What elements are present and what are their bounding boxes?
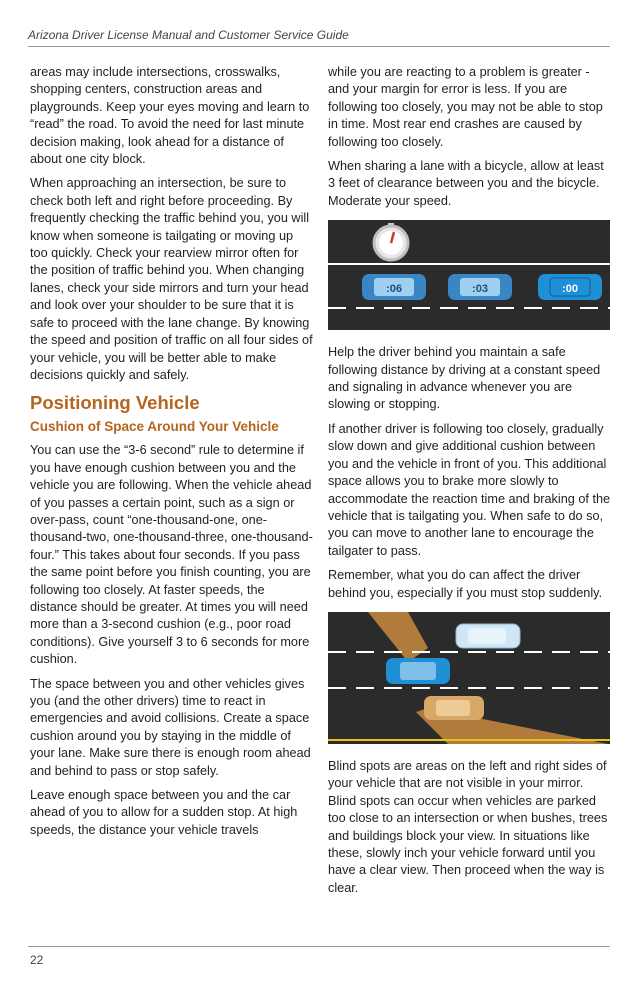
paragraph: Leave enough space between you and the car ahead of you to allow for a sudden stop. At high speeds, the distance your vehicle travels xyxy=(30,788,298,837)
section-heading: Positioning Vehicle xyxy=(30,392,200,414)
car-icon xyxy=(362,274,426,300)
paragraph: while you are reacting to a problem is greater - and your margin for error is less. If you are following too closely, you may not be able to stop in time. Most rear end crashes are caused by following too closely. xyxy=(328,65,603,149)
running-header: Arizona Driver License Manual and Customer Service Guide xyxy=(28,28,349,42)
car-icon xyxy=(448,274,512,300)
blind-spot-illustration xyxy=(328,612,610,744)
paragraph: When approaching an intersection, be sure to check both left and right before proceeding. By frequently checking the traffic behind you, you will know when someone is tailgating or moving up too quickly. Check your rearview mirror often for the position of traffic behind you. When changing lanes, check your side mirrors and turn your head and look over your shoulder to be sure that it is safe to proceed with the lane change. By knowing the speed and position of traffic on all four sides of your vehicle, you will be better able to make decisions quickly and safely. xyxy=(30,176,313,382)
paragraph: The space between you and other vehicles gives you (and the other drivers) time to react in emergencies and avoid collisions. Create a space cushion around you by staying in the middle of your lane. Make sure there is enough room ahead and behind to pass or stop safely. xyxy=(30,676,311,778)
following-distance-illustration xyxy=(328,220,610,330)
paragraph: areas may include intersections, crosswalks, shopping centers, construction areas and playgrounds. Keep your eyes moving and learn to “read” the road. To avoid the need for last minute decision making, look ahead for a distance of about one city block. xyxy=(30,65,310,167)
paragraph: You can use the “3-6 second” rule to determine if you have enough cushion between you and the vehicle you are following. When the vehicle ahead of you passes a certain point, such as a sign or over-pass, count “one-thousand-one, one-thousand-two, one-thousand-three, one-thousand-four.” This takes about four seconds. If you pass the same point before you finish counting, you are following too closely. At faster speeds, the distance should be greater. At times you will need more than a 3-second cushion (e.g., poor road conditions). Give yourself 3 to 6 seconds for more cushion. xyxy=(30,443,313,667)
car-icon xyxy=(386,658,450,684)
paragraph: Help the driver behind you maintain a safe following distance by driving at a constant speed and signaling in advance whenever you are slowing or stopping. xyxy=(328,345,601,412)
car-label: :00 xyxy=(562,283,578,296)
paragraph: When sharing a lane with a bicycle, allow at least 3 feet of clearance between you and the bicycle. Moderate your speed. xyxy=(328,159,604,208)
right-column xyxy=(328,64,612,904)
header-divider xyxy=(28,46,610,47)
footer-divider xyxy=(28,946,610,947)
car-icon xyxy=(424,696,484,720)
paragraph: Blind spots are areas on the left and right sides of your vehicle that are not visible in your mirror. Blind spots can occur when vehicles are parked too close to an intersection or when bushes, trees and buildings block your view. In situations like these, slowly inch your vehicle forward until you have a clear view. Then proceed when the way is clear. xyxy=(328,758,608,895)
paragraph: Remember, what you do can affect the driver behind you, especially if you must stop suddenly. xyxy=(328,568,603,600)
car-icon xyxy=(538,274,602,300)
car-label: :06 xyxy=(386,283,402,296)
car-label: :03 xyxy=(472,283,488,296)
page-number: 22 xyxy=(30,953,44,967)
left-column xyxy=(30,64,314,846)
paragraph: If another driver is following too closely, gradually slow down and give additional cushion between you and the vehicle in front of you. This additional space allows you to brake more slowly to accommodate the reaction time and braking of the vehicle that is tailgating you. When safe to do so, you can move to another lane to encourage the tailgater to pass. xyxy=(328,421,611,558)
subsection-heading: Cushion of Space Around Your Vehicle xyxy=(30,419,279,435)
car-icon xyxy=(456,624,520,648)
